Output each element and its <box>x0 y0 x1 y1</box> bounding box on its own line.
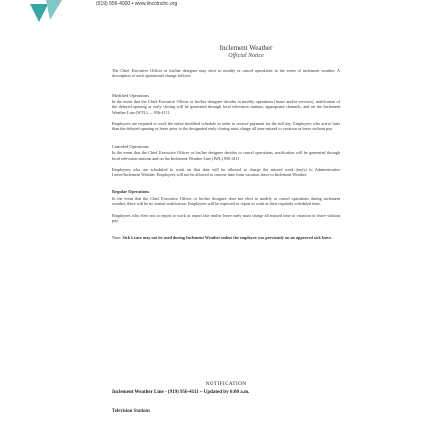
section-title: Modified Operations <box>112 92 149 98</box>
section-canceled-operations <box>112 144 340 178</box>
section-modified-operations <box>112 93 340 132</box>
teal-wing-logo-icon <box>26 0 84 26</box>
weather-line-info: Inclement Weather Line - (919) 956-4111 ~ Updated by 6:00 a.m. <box>112 390 250 395</box>
section-paragraph: Employees who elect not to report to work or report late and/or leave early must charge all missed time to vacation or leave without pay. <box>112 212 340 223</box>
notice-body <box>112 68 340 247</box>
intro-paragraph: The Chief Executive Officer or his/her designee may elect to modify or cancel operations in the event of inclement weather. A description of each operational change follows: <box>112 68 340 79</box>
notification-title: NOTIFICATION <box>205 381 247 387</box>
note-label: Note: <box>112 235 122 241</box>
section-paragraph: In the event that the Chief Executive Officer or his/her designee does not elect to modify or cancel operations during inclement weather, there will be no formal notification. Employees will be expected to report to work at their regularly scheduled time. <box>112 196 340 207</box>
notification-block <box>112 381 340 414</box>
contact-line[interactable]: (919) 956-4000 • www.lincolnchc.org <box>96 1 178 7</box>
section-paragraph: In the event that the Chief Executive Officer or his/her designee decides to cancel operations, notification will be generated through local television stations and on the Inclement Weather Line (IWL) 956-4111. <box>112 150 340 161</box>
header-bar <box>0 0 440 18</box>
television-stations-label: Television Stations <box>112 409 151 414</box>
note-paragraph <box>112 235 340 240</box>
section-title: Regular Operations <box>112 189 150 195</box>
section-regular-operations <box>112 189 340 223</box>
section-paragraph: Employees who are scheduled to work on that date will be allowed to charge the missed work day(s) to Administrative Leave/Inclement Weather. Employees will not be allowed to convert time from vacation leave to Inclement Weather. <box>112 166 340 178</box>
section-title: Canceled Operations <box>112 143 149 149</box>
section-paragraph: In the event that the Chief Executive Officer or his/her designee decides to modify operations (hours and/or services), notification of the delayed opening or early closing will be generated through local television stations, appropriate channels, and on the Inclement Weather Line (WTL) — 956-4111. <box>112 99 340 115</box>
page-title: Inclement Weather <box>219 44 273 52</box>
section-paragraph: Employees are required to work the entire modified schedule in order to receive payment for the full day. Employees who arrive later than the delayed opening or leave prior to the designated early closing must charge all time missed to vacation or leave without pay. <box>112 121 340 132</box>
note-text: Sick Leave may not be used during Inclement Weather unless the employee was previously on an approved sick leave. <box>122 235 333 241</box>
title-block <box>206 44 286 60</box>
page-subtitle: Official Notice <box>228 53 264 59</box>
